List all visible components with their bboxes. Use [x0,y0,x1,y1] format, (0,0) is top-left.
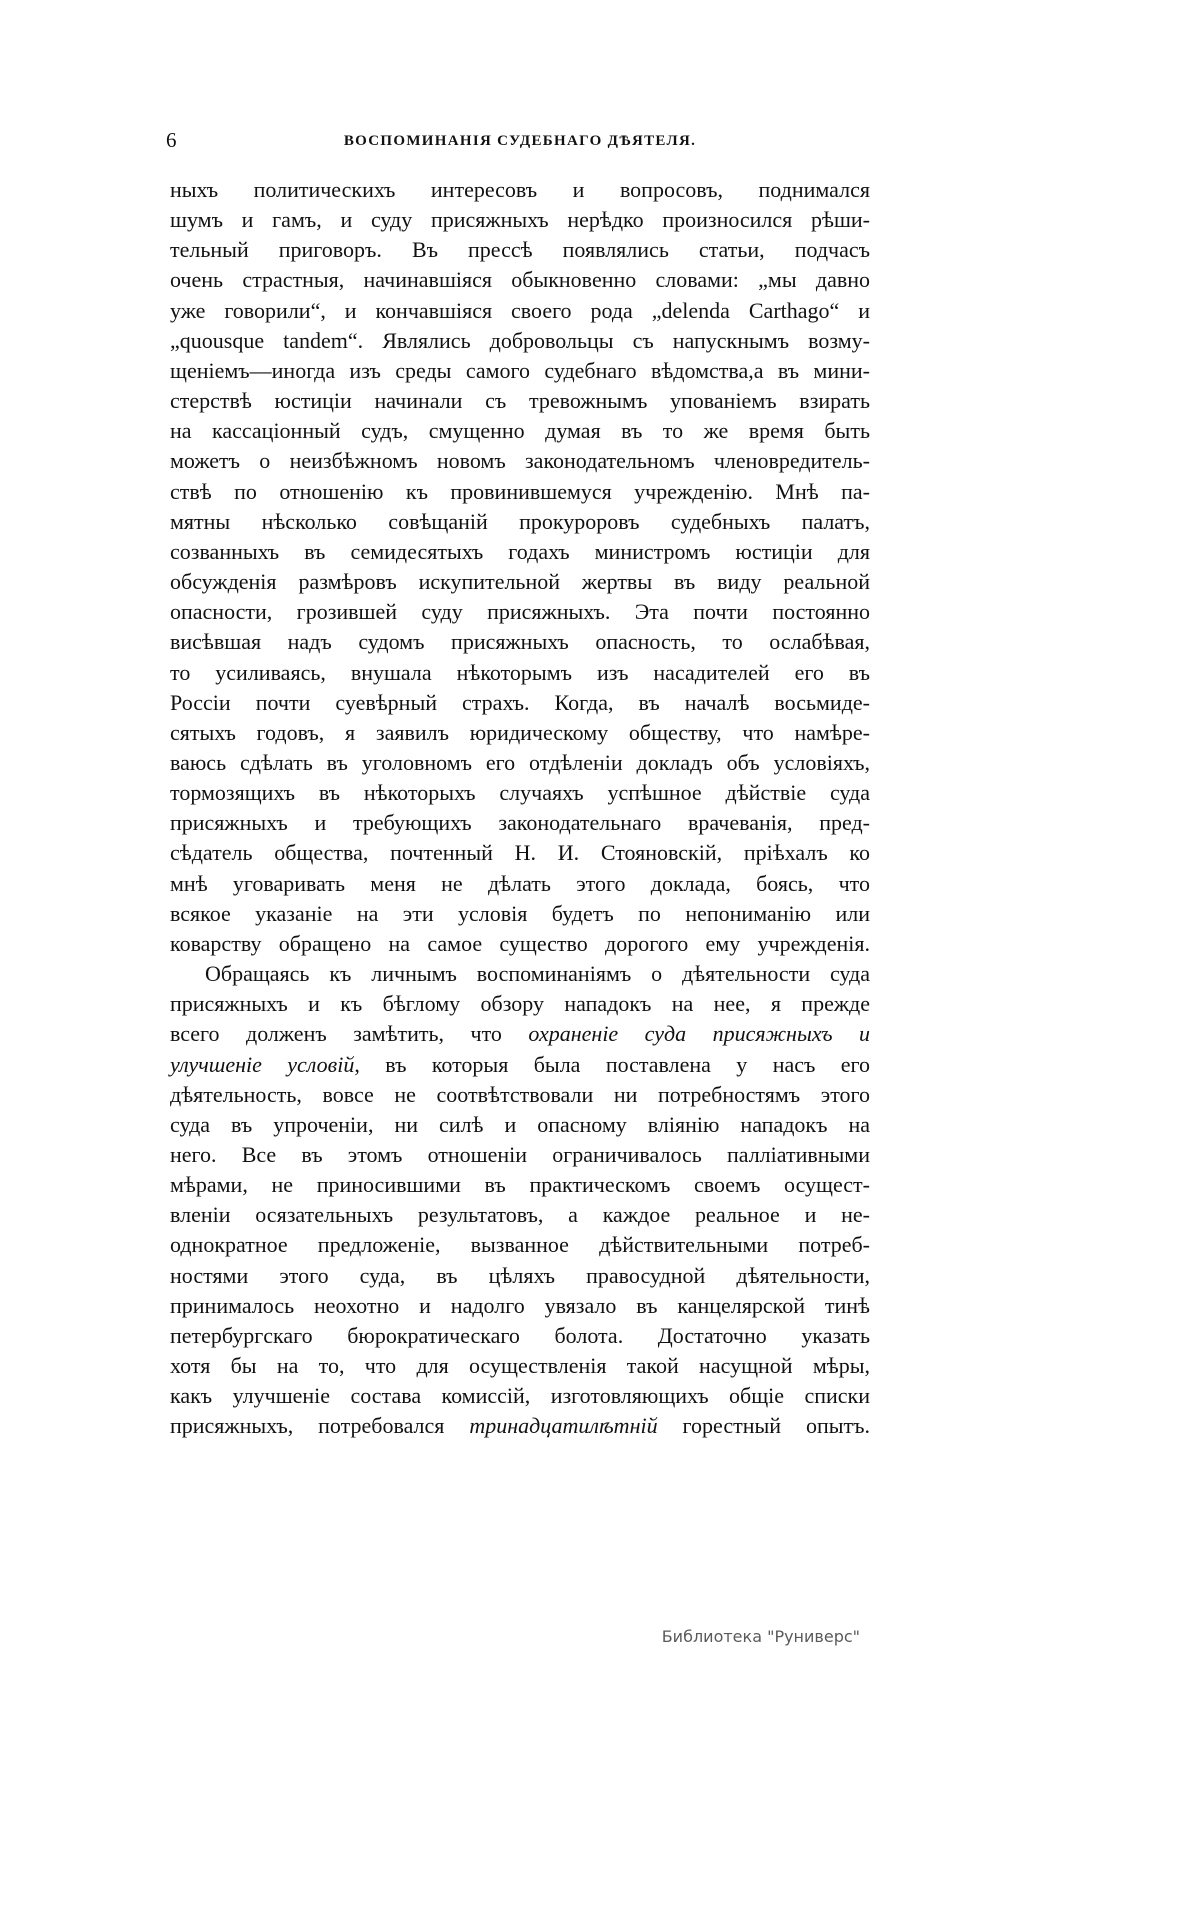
text-segment: принималось неохотно и надолго увязало въ канцелярской тинѣ [170,1292,870,1318]
text-line [170,296,870,326]
text-segment: хотя бы на то, что для осуществленія такой насущной мѣры, [170,1353,870,1379]
text-line-content [170,386,870,416]
text-line [170,718,870,748]
text-segment: присяжныхъ и къ бѣглому обзору нападокъ на нее, я прежде [170,991,870,1017]
text-line [170,537,870,567]
text-line-content [205,959,870,989]
text-line [170,205,870,235]
text-line [170,869,870,899]
text-line-content [170,808,870,838]
text-line [170,778,870,808]
text-line [170,1110,870,1140]
text-line-content [170,1080,870,1110]
text-segment: всего долженъ замѣтить, что [170,1021,529,1047]
text-line-content [170,778,870,808]
text-line-content [170,446,870,476]
text-line-content [170,1140,870,1170]
text-line [170,446,870,476]
text-segment: какъ улучшеніе состава комиссій, изготовляющихъ общіе списки [170,1383,870,1409]
text-line [170,1351,870,1381]
paragraph [170,959,870,1442]
text-line [170,929,870,959]
text-segment: Россіи почти суевѣрный страхъ. Когда, въ началѣ восьмиде- [170,689,870,715]
text-line-content [170,296,870,326]
text-line [170,838,870,868]
text-line [170,416,870,446]
text-line-content [170,1351,870,1381]
text-line [170,326,870,356]
text-line [170,658,870,688]
text-line-content [170,1291,870,1321]
text-line [170,899,870,929]
text-line-content [170,1170,870,1200]
text-segment: горестный опытъ. [657,1413,871,1439]
text-line [170,1321,870,1351]
text-segment: шумъ и гамъ, и суду присяжныхъ нерѣдко произносился рѣши- [170,207,870,233]
text-line-content [170,929,870,959]
text-segment: мнѣ уговаривать меня не дѣлать этого доклада, боясь, что [170,870,870,896]
text-segment: на кассаціонный судъ, смущенно думая въ то же время быть [170,418,870,444]
text-line [170,1411,870,1441]
text-line-content [170,1321,870,1351]
text-segment: мятны нѣсколько совѣщаній прокуроровъ судебныхъ палатъ, [170,508,870,534]
text-line-content [170,507,870,537]
text-segment: щеніемъ—иногда изъ среды самого судебнаго вѣдомства,а въ мини- [170,357,870,383]
italic-text-segment: тринадцатилѣтній [469,1413,658,1439]
text-segment: уже говорили“, и кончавшіяся своего рода „delenda Carthago“ и [170,297,870,323]
text-segment: коварству обращено на самое существо дорогого ему учрежденія. [170,930,870,956]
text-segment: однократное предложеніе, вызванное дѣйствительными потреб- [170,1232,870,1258]
text-segment: обсужденія размѣровъ искупительной жертвы въ виду реальной [170,569,870,595]
text-line [170,1080,870,1110]
text-segment: дѣятельность, вовсе не соотвѣтствовали ни потребностямъ этого [170,1081,870,1107]
text-line-content [170,567,870,597]
text-line-content [170,627,870,657]
text-segment: то усиливаясь, внушала нѣкоторымъ изъ насадителей его въ [170,659,870,685]
text-line [170,748,870,778]
text-segment: присяжныхъ и требующихъ законодательнаго врачеванія, пред- [170,810,870,836]
text-segment: Обращаясь къ личнымъ воспоминаніямъ о дѣятельности суда [205,961,870,987]
text-line-content [170,899,870,929]
text-line-content [170,869,870,899]
text-segment: „quousque tandem“. Являлись добровольцы съ напускнымъ возму- [170,327,870,353]
page-number: 6 [166,128,177,152]
paragraph [170,175,870,959]
text-line-content [170,356,870,386]
text-line-content [170,326,870,356]
text-segment: ностями этого суда, въ цѣляхъ правосудной дѣятельности, [170,1262,870,1288]
text-line-content [170,1411,870,1441]
text-line-content [170,1050,870,1080]
text-line-content [170,205,870,235]
text-segment: , въ которыя была поставлена у насъ его [354,1051,870,1077]
body-text [170,175,870,1442]
text-line-content [170,718,870,748]
text-line-content [170,537,870,567]
text-line-content [170,1381,870,1411]
text-segment: стерствѣ юстиціи начинали съ тревожнымъ упованіемъ взирать [170,388,870,414]
text-line-content [170,1261,870,1291]
text-segment: ствѣ по отношенію къ провинившемуся учрежденію. Мнѣ па- [170,478,870,504]
text-segment: ваюсь сдѣлать въ уголовномъ его отдѣленіи докладъ объ условіяхъ, [170,749,870,775]
text-line [170,356,870,386]
library-watermark: Библиотека "Руниверс" [661,1627,860,1646]
text-line [170,597,870,627]
text-line [170,1140,870,1170]
text-line [170,1291,870,1321]
text-line [170,1230,870,1260]
italic-text-segment: улучшеніе условій [170,1051,355,1077]
text-line [170,1261,870,1291]
text-segment: присяжныхъ, потребовался [170,1413,470,1439]
text-line-content [170,235,870,265]
text-line-content [170,477,870,507]
text-line-content [170,658,870,688]
text-line [170,175,870,205]
text-line [170,959,870,989]
running-head: ВОСПОМИНАНІЯ СУДЕБНАГО ДѢЯТЕЛЯ. [343,133,697,149]
text-line [170,1170,870,1200]
text-line [170,265,870,295]
text-line [170,1050,870,1080]
text-line [170,627,870,657]
text-line-content [170,265,870,295]
text-segment: всякое указаніе на эти условія будетъ по непониманію или [170,900,870,926]
text-segment: созванныхъ въ семидесятыхъ годахъ министромъ юстиціи для [170,538,870,564]
text-line [170,688,870,718]
text-line [170,1200,870,1230]
text-segment: опасности, грозившей суду присяжныхъ. Эта почти постоянно [170,599,870,625]
text-segment: него. Все въ этомъ отношеніи ограничивалось палліативными [170,1142,870,1167]
text-line [170,1381,870,1411]
italic-text-segment: охраненіе суда присяжныхъ и [528,1021,870,1047]
text-segment: вленіи осязательныхъ результатовъ, а каждое реальное и не- [170,1202,870,1228]
text-segment: очень страстныя, начинавшіяся обыкновенно словами: „мы давно [170,267,870,293]
text-segment: висѣвшая надъ судомъ присяжныхъ опасность, то ослабѣвая, [170,629,870,655]
text-line-content [170,1200,870,1230]
text-line [170,808,870,838]
text-segment: суда въ упроченіи, ни силѣ и опасному вліянію нападокъ на [170,1111,870,1137]
text-line-content [170,597,870,627]
text-line-content [170,1019,870,1049]
text-segment: тельный приговоръ. Въ прессѣ появлялись статьи, подчасъ [170,237,870,263]
text-segment: мѣрами, не приносившими въ практическомъ своемъ осущест- [170,1172,870,1198]
text-line [170,386,870,416]
text-segment: сѣдатель общества, почтенный Н. И. Стояновскій, пріѣхалъ ко [170,840,870,866]
text-segment: ныхъ политическихъ интересовъ и вопросовъ, поднимался [170,177,870,202]
text-segment: петербургскаго бюрократическаго болота. Достаточно указать [170,1322,870,1348]
text-segment: сятыхъ годовъ, я заявилъ юридическому обществу, что намѣре- [170,719,870,745]
text-line-content [170,688,870,718]
text-line [170,507,870,537]
text-line-content [170,989,870,1019]
text-segment: тормозящихъ въ нѣкоторыхъ случаяхъ успѣшное дѣйствіе суда [170,780,870,806]
text-line [170,989,870,1019]
text-line-content [170,838,870,868]
text-line-content [170,1230,870,1260]
text-line-content [170,175,870,205]
text-line-content [170,748,870,778]
text-segment: можетъ о неизбѣжномъ новомъ законодательномъ членовредитель- [170,448,870,474]
text-line [170,567,870,597]
text-line [170,235,870,265]
text-line [170,1019,870,1049]
text-line-content [170,1110,870,1140]
text-line [170,477,870,507]
text-line-content [170,416,870,446]
